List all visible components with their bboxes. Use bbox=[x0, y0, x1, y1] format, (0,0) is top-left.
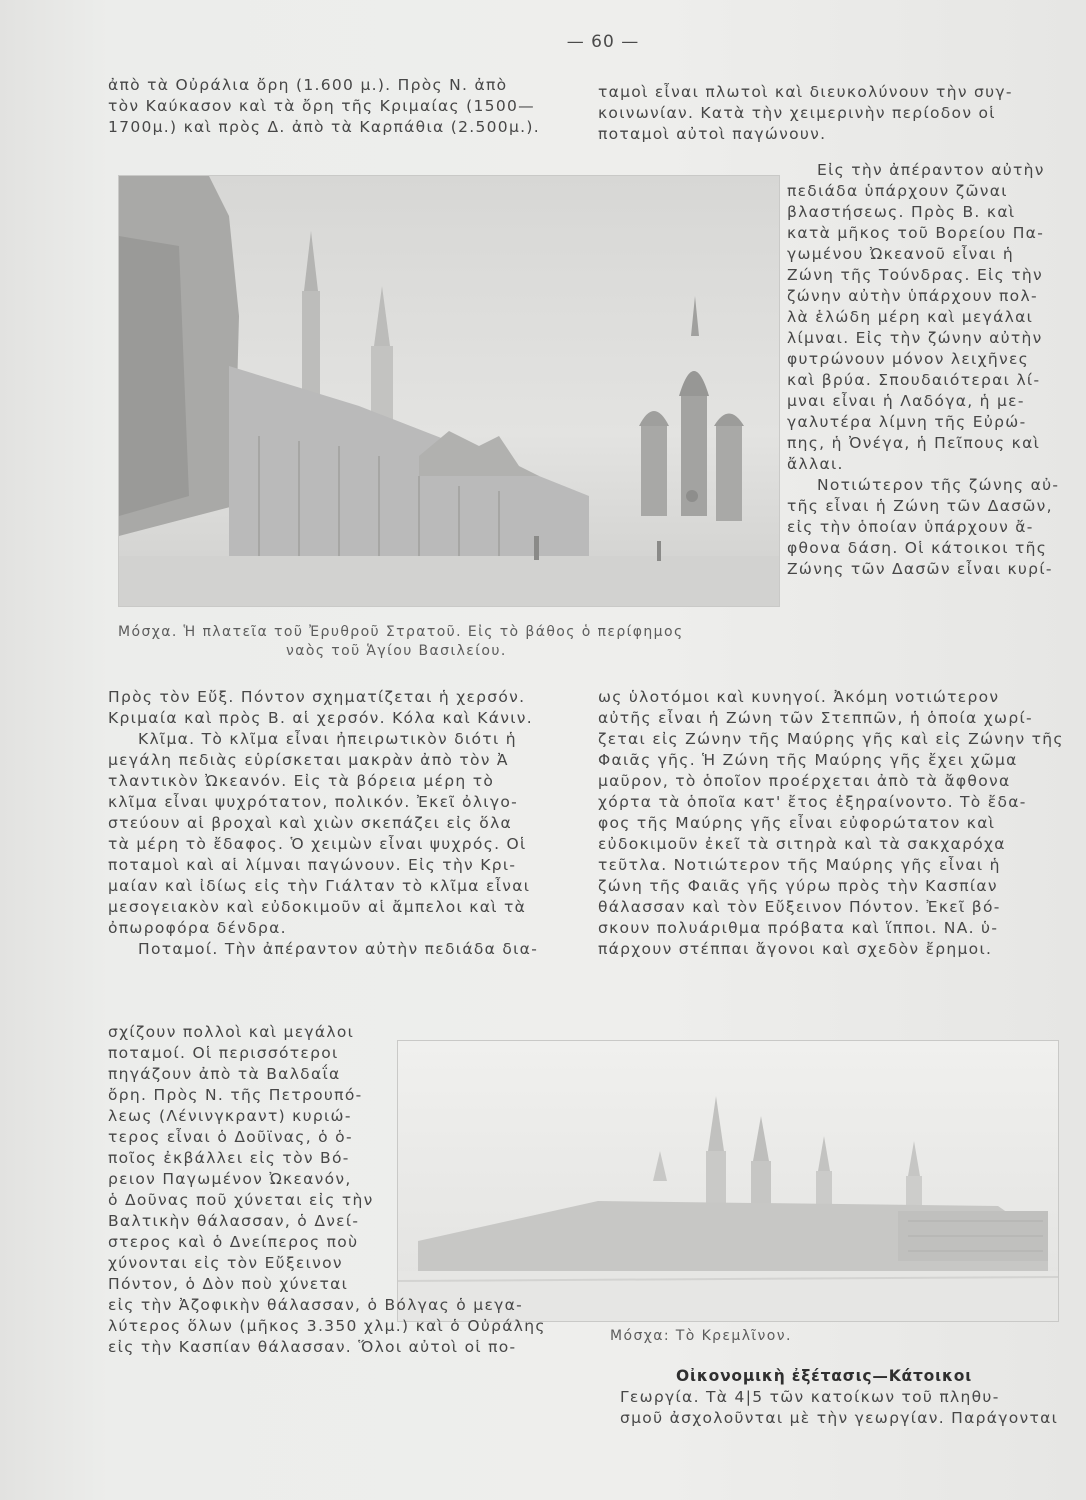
text-line: φθονα δάση. Οἱ κάτοικοι τῆς bbox=[787, 539, 1048, 557]
text-line: Πόντον, ὁ Δὸν ποὺ χύνεται bbox=[108, 1275, 349, 1293]
text-line: μναι εἶναι ἡ Λαδόγα, ἡ με- bbox=[787, 392, 1025, 410]
text-line: σκουν πολυάριθμα πρόβατα καὶ ἵπποι. ΝΑ. ὑ- bbox=[598, 919, 999, 937]
text-block-left-narrow bbox=[108, 1022, 388, 1295]
text-line: εἰς τὴν ὁποίαν ὑπάρχουν ἄ- bbox=[787, 518, 1034, 536]
text-line: ταμοὶ εἶναι πλωτοὶ καὶ διευκολύνουν τὴν συγ- bbox=[598, 83, 1013, 101]
text-line: ἄλλαι. bbox=[787, 455, 844, 473]
text-line: ζώνην αὐτὴν ὑπάρχουν πολ- bbox=[787, 287, 1038, 305]
text-line: στερος καὶ ὁ Δνείπερος ποὺ bbox=[108, 1233, 359, 1251]
text-line: μαῦρον, τὸ ὁποῖον προέρχεται ἀπὸ τὰ ἄφθονα bbox=[598, 772, 1011, 790]
text-line: εὐδοκιμοῦν ἐκεῖ τὰ σιτηρὰ καὶ τὰ σακχαρόχα bbox=[598, 835, 1006, 853]
text-line: μεσογειακὸν καὶ εὐδοκιμοῦν αἱ ἄμπελοι καὶ τὰ bbox=[108, 898, 527, 916]
text-block-right-narrow bbox=[787, 160, 1077, 580]
photo-caption-red-square bbox=[118, 623, 778, 661]
text-line: στεύουν αἱ βροχαὶ καὶ χιὼν σκεπάζει εἰς ὅλα bbox=[108, 814, 513, 832]
page-number: — 60 — bbox=[566, 32, 640, 52]
text-line: ποταμοί. Οἱ περισσότεροι bbox=[108, 1044, 339, 1062]
text-line: πεδιάδα ὑπάρχουν ζῶναι bbox=[787, 182, 1008, 200]
photo-red-square bbox=[118, 175, 780, 607]
text-line: τὰ μέρη τὸ ἔδαφος. Ὁ χειμὼν εἶναι ψυχρός. Οἱ bbox=[108, 835, 527, 853]
text-line: γωμένου Ὠκεανοῦ εἶναι ἡ bbox=[787, 245, 1015, 263]
text-line: ποῖος ἐκβάλλει εἰς τὸν Βό- bbox=[108, 1149, 350, 1167]
text-line: 1700μ.) καὶ πρὸς Δ. ἀπὸ τὰ Καρπάθια (2.500μ.). bbox=[108, 118, 540, 136]
text-line: λεως (Λένινγκραντ) κυριώ- bbox=[108, 1107, 352, 1125]
text-line: ποταμοὶ αὐτοὶ παγώνουν. bbox=[598, 125, 827, 143]
text-line: χύνονται εἰς τὸν Εὔξεινον bbox=[108, 1254, 343, 1272]
text-line: ως ὑλοτόμοι καὶ κυνηγοί. Ἀκόμη νοτιώτερον bbox=[598, 688, 1000, 706]
text-block-left-bottom bbox=[108, 1295, 578, 1358]
text-block-right-middle bbox=[598, 687, 1078, 960]
text-line: Εἰς τὴν ἀπέραντον αὐτὴν bbox=[817, 161, 1045, 179]
text-line: τεῦτλα. Νοτιώτερον τῆς Μαύρης γῆς εἶναι ἡ bbox=[598, 856, 1001, 874]
text-line: ποταμοὶ καὶ αἱ λίμναι παγώνουν. Εἰς τὴν Κρι- bbox=[108, 856, 517, 874]
text-line: σμοῦ ἀσχολοῦνται μὲ τὴν γεωργίαν. Παράγονται bbox=[620, 1409, 1059, 1427]
text-block-left-middle bbox=[108, 687, 578, 960]
text-line: θάλασσαν καὶ τὸν Εὔξεινον Πόντον. Ἐκεῖ βό- bbox=[598, 898, 1001, 916]
text-block-top-right bbox=[598, 82, 1068, 145]
text-line: πης, ἡ Ὀνέγα, ἡ Πεῖπους καὶ bbox=[787, 434, 1041, 452]
text-line: λὰ ἑλώδη μέρη καὶ μεγάλαι bbox=[787, 308, 1034, 326]
text-line: Κριμαία καὶ πρὸς Β. αἱ χερσόν. Κόλα καὶ Κάνιν. bbox=[108, 709, 533, 727]
text-line: αὐτῆς εἶναι ἡ Ζώνη τῶν Στεππῶν, ἡ ὁποία χωρί- bbox=[598, 709, 1033, 727]
text-line: κλῖμα εἶναι ψυχρότατον, πολικόν. Ἐκεῖ ὀλιγο- bbox=[108, 793, 518, 811]
text-line: Ζώνης τῶν Δασῶν εἶναι κυρί- bbox=[787, 560, 1053, 578]
text-line: Φαιᾶς γῆς. Ἡ Ζώνη τῆς Μαύρης γῆς ἔχει χῶμα bbox=[598, 751, 1018, 769]
text-line: χόρτα τὰ ὁποῖα κατ' ἔτος ἐξηραίνοντο. Τὸ ἔδα- bbox=[598, 793, 1027, 811]
text-line: φος τῆς Μαύρης γῆς εἶναι εὐφορώτατον καὶ bbox=[598, 814, 996, 832]
text-line: Ζώνη τῆς Τούνδρας. Εἰς τὴν bbox=[787, 266, 1043, 284]
text-line: ρειον Παγωμένον Ὠκεανόν, bbox=[108, 1170, 352, 1188]
text-line: εἰς τὴν Κασπίαν θάλασσαν. Ὅλοι αὐτοὶ οἱ πο- bbox=[108, 1338, 517, 1356]
text-line: ἀπὸ τὰ Οὐράλια ὄρη (1.600 μ.). Πρὸς Ν. ἀπὸ bbox=[108, 76, 508, 94]
text-line: Πρὸς τὸν Εὔξ. Πόντον σχηματίζεται ἡ χερσόν. bbox=[108, 688, 526, 706]
text-line: βλαστήσεως. Πρὸς Β. καὶ bbox=[787, 203, 1016, 221]
text-line: σχίζουν πολλοὶ καὶ μεγάλοι bbox=[108, 1023, 355, 1041]
text-line: πάρχουν στέππαι ἄγονοι καὶ σχεδὸν ἔρημοι. bbox=[598, 940, 993, 958]
text-line: ὁ Δοῦνας ποῦ χύνεται εἰς τὴν bbox=[108, 1191, 374, 1209]
photo-kremlin bbox=[397, 1040, 1059, 1322]
section-economy bbox=[620, 1366, 1080, 1429]
text-line: εἰς τὴν Ἀζοφικὴν θάλασσαν, ὁ Βόλγας ὁ μεγα- bbox=[108, 1296, 524, 1314]
text-line: μαίαν καὶ ἰδίως εἰς τὴν Γιάλταν τὸ κλῖμα εἶναι bbox=[108, 877, 531, 895]
text-line: καὶ βρύα. Σπουδαιότεραι λί- bbox=[787, 371, 1041, 389]
photo-caption-kremlin: Μόσχα: Τὸ Κρεμλῖνον. bbox=[610, 1328, 792, 1344]
text-line: Βαλτικὴν θάλασσαν, ὁ Δνεί- bbox=[108, 1212, 360, 1230]
text-line: ζώνη τῆς Φαιᾶς γῆς γύρω πρὸς τὴν Κασπίαν bbox=[598, 877, 998, 895]
text-line: πηγάζουν ἀπὸ τὰ Βαλδαΐα bbox=[108, 1065, 341, 1083]
text-line: ζεται εἰς Ζώνην τῆς Μαύρης γῆς καὶ εἰς Ζώνην τῆς bbox=[598, 730, 1064, 748]
text-block-top-left bbox=[108, 75, 578, 138]
text-line: Γεωργία. Τὰ 4|5 τῶν κατοίκων τοῦ πληθυ- bbox=[620, 1388, 1000, 1406]
text-line: λύτερος ὅλων (μῆκος 3.350 χλμ.) καὶ ὁ Οὐράλης bbox=[108, 1317, 546, 1335]
text-line: τῆς εἶναι ἡ Ζώνη τῶν Δασῶν, bbox=[787, 497, 1053, 515]
text-line: μεγάλη πεδιὰς εὑρίσκεται μακρὰν ἀπὸ τὸν Ἀ bbox=[108, 751, 509, 769]
text-line: ὀπωροφόρα δένδρα. bbox=[108, 919, 287, 937]
text-line: λίμναι. Εἰς τὴν ζώνην αὐτὴν bbox=[787, 329, 1043, 347]
caption-line: Μόσχα. Ἡ πλατεῖα τοῦ Ἐρυθροῦ Στρατοῦ. Εἰς τὸ βάθος ὁ περίφημος bbox=[118, 624, 684, 640]
text-line: Ποταμοί. Τὴν ἀπέραντον αὐτὴν πεδιάδα δια- bbox=[138, 940, 539, 958]
text-line: ὄρη. Πρὸς Ν. τῆς Πετρουπό- bbox=[108, 1086, 363, 1104]
text-line: τερος εἶναι ὁ Δοῦϊνας, ὁ ὁ- bbox=[108, 1128, 353, 1146]
text-line: γαλυτέρα λίμνη τῆς Εὐρώ- bbox=[787, 413, 1027, 431]
text-line: τλαντικὸν Ὠκεανόν. Εἰς τὰ βόρεια μέρη τὸ bbox=[108, 772, 495, 790]
text-line: τὸν Καύκασον καὶ τὰ ὄρη τῆς Κριμαίας (1500— bbox=[108, 97, 535, 115]
text-line: Νοτιώτερον τῆς ζώνης αὐ- bbox=[817, 476, 1060, 494]
text-line: Κλῖμα. Τὸ κλῖμα εἶναι ἠπειρωτικὸν διότι ἡ bbox=[138, 730, 517, 748]
caption-line: ναὸς τοῦ Ἁγίου Βασιλείου. bbox=[286, 643, 507, 659]
section-heading: Οἰκονομικὴ ἐξέτασις—Κάτοικοι bbox=[676, 1367, 973, 1385]
text-line: κοινωνίαν. Κατὰ τὴν χειμερινὴν περίοδον οἱ bbox=[598, 104, 996, 122]
text-line: φυτρώνουν μόνον λειχῆνες bbox=[787, 350, 1030, 368]
text-line: κατὰ μῆκος τοῦ Βορείου Πα- bbox=[787, 224, 1045, 242]
